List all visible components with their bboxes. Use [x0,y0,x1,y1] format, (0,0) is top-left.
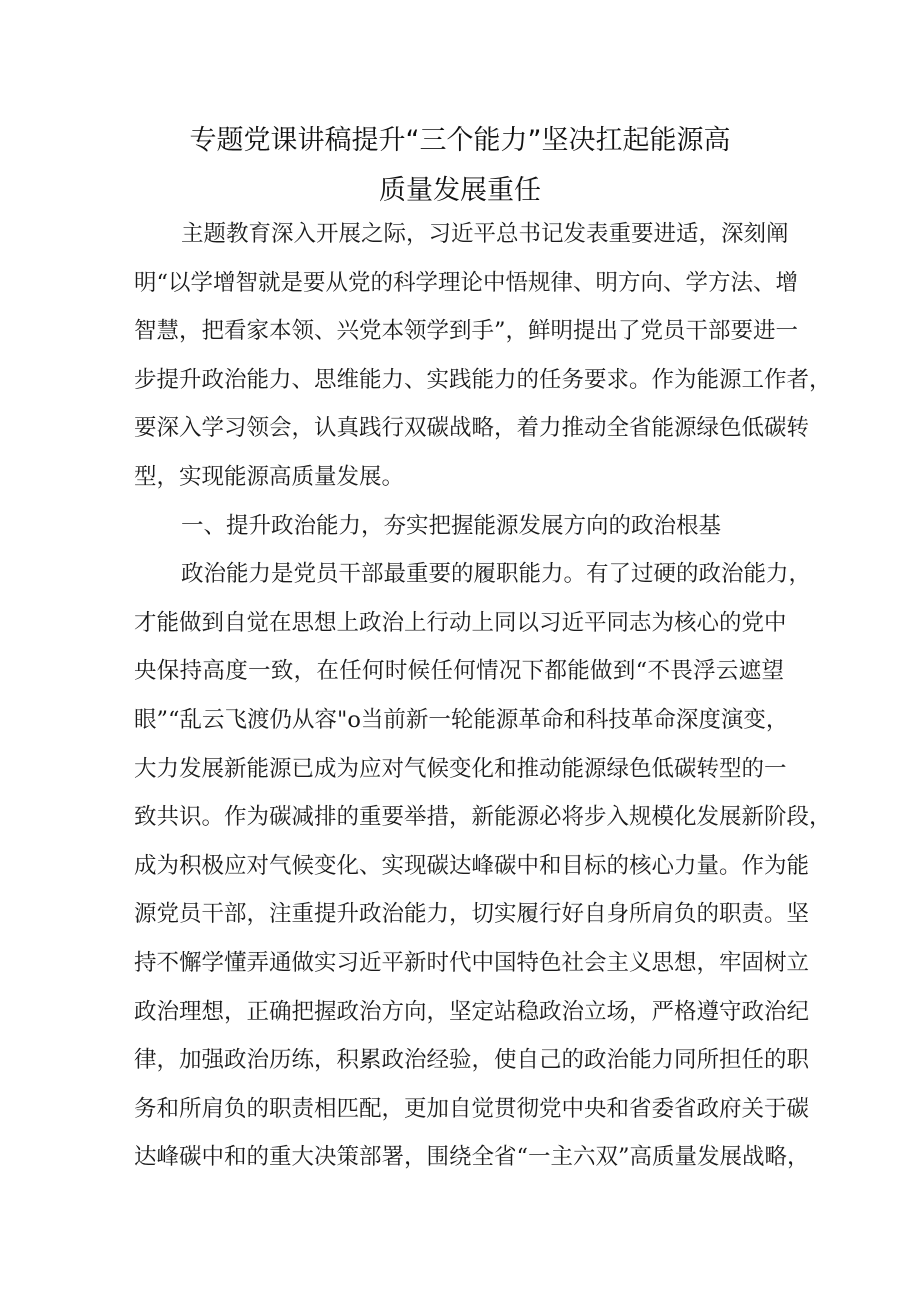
paragraph-2-line: 达峰碳中和的重大决策部署，围绕全省“一主六双”高质量发展战略， [134,1144,810,1171]
document-title-line-2: 质量发展重任 [379,175,541,206]
paragraph-1-line: 主题教育深入开展之际，习近平总书记发表重要进适，深刻阐 [181,221,789,247]
document-title-line-1: 专题党课讲稿提升“三个能力”坚决扛起能源高 [189,125,731,156]
paragraph-2-line: 眼”“乱云飞渡仍从容"o当前新一轮能源革命和科技革命深度演变， [134,706,789,733]
paragraph-2-line: 大力发展新能源已成为应对气候变化和推动能源绿色低碳转型的一 [134,755,787,782]
document-body [134,210,832,1182]
paragraph-2-line: 致共识。作为碳减排的重要举措，新能源必将步入规模化发展新阶段， [134,804,832,831]
paragraph-2-line: 务和所肩负的职责相匹配，更加自觉贯彻党中央和省委省政府关于碳 [134,1095,810,1122]
paragraph-1-line: 步提升政治能力、思维能力、实践能力的任务要求。作为能源工作者， [134,366,832,393]
paragraph-2-line: 律，加强政治历练，积累政治经验，使自己的政治能力同所担任的职 [134,1047,810,1074]
paragraph-2-line: 央保持高度一致，在任何时候任何情况下都能做到“不畏浮云遮望 [134,658,784,685]
paragraph-2-line: 才能做到自觉在思想上政治上行动上同以习近平同志为核心的党中 [134,609,787,636]
paragraph-2-line: 政治能力是党员干部最重要的履职能力。有了过硬的政治能力， [181,561,812,588]
paragraph-1-line: 明“以学增智就是要从党的科学理论中悟规律、明方向、学方法、增 [134,269,799,296]
paragraph-1-line: 型，实现能源高质量发展。 [134,463,405,490]
paragraph-1-line: 要深入学习领会，认真践行双碳战略，着力推动全省能源绿色低碳转 [134,415,810,442]
paragraph-2-line: 成为积极应对气候变化、实现碳达峰碳中和目标的核心力量。作为能 [134,852,810,879]
section-heading-1: 一、提升政治能力，夯实把握能源发展方向的政治根基 [181,512,722,539]
paragraph-2-line: 政治理想，正确把握政治方向，坚定站稳政治立场，严格遵守政治纪 [134,998,810,1025]
paragraph-2-line: 持不懈学懂弄通做实习近平新时代中国特色社会主义思想，牢固树立 [134,949,810,976]
paragraph-1-line: 智慧，把看家本领、兴党本领学到手”，鲜明提出了党员干部要进一 [134,318,799,345]
paragraph-2-line: 源党员干部，注重提升政治能力，切实履行好自身所肩负的职责。坚 [134,901,810,928]
